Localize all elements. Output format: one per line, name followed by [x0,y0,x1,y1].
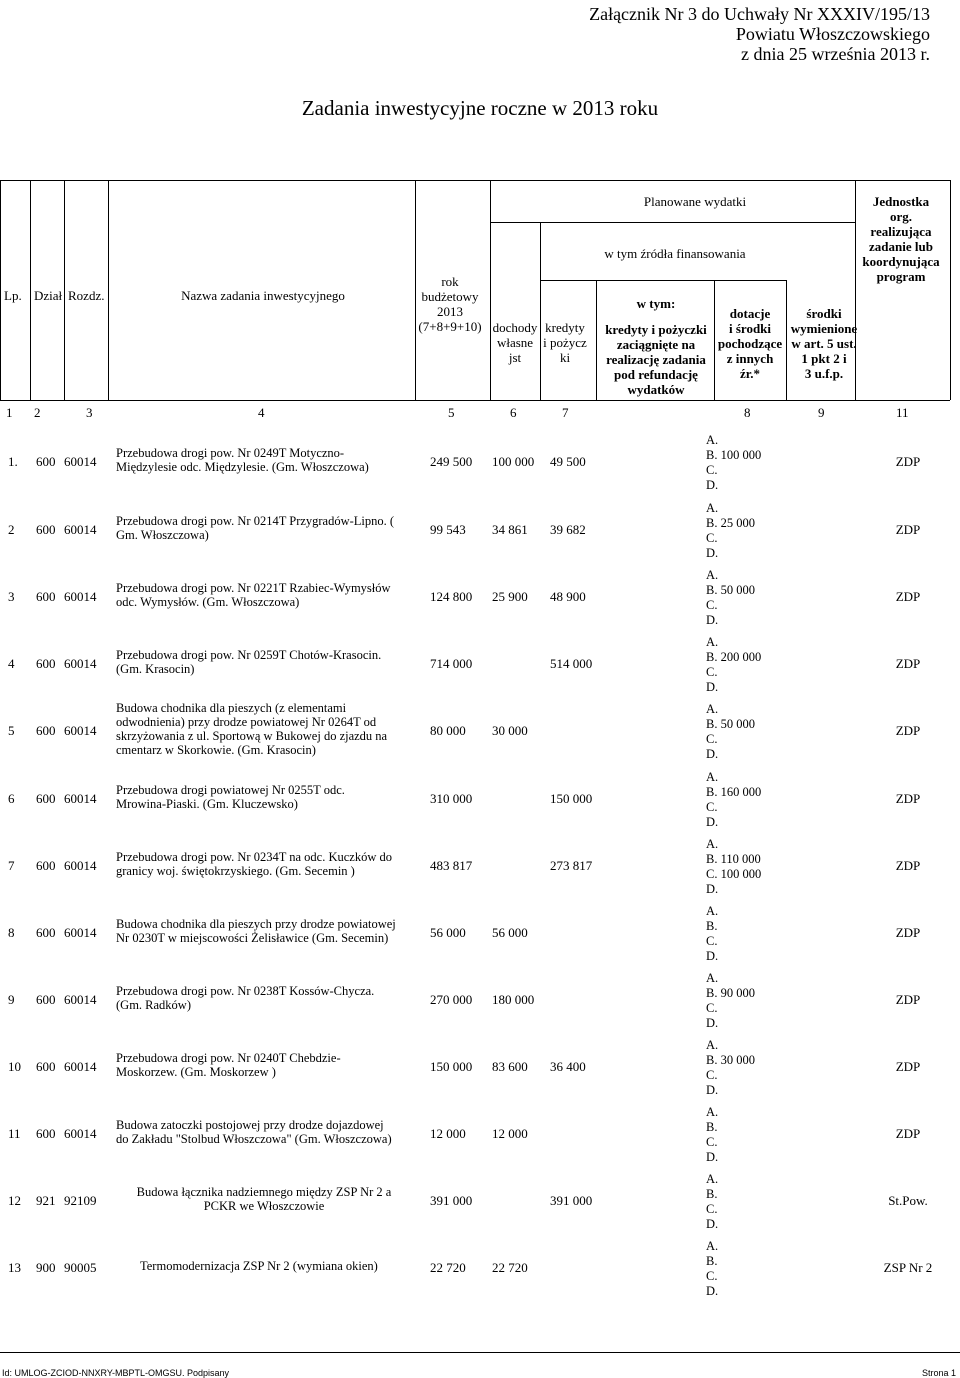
header-nazwa: Nazwa zadania inwestycyjnego [181,288,345,303]
task-name [116,514,416,542]
footer-id: Id: UMLOG-ZCIOD-NNXRY-MBPTL-OMGSU. Podpisany [2,1368,230,1378]
row-lp: 7 [8,858,15,873]
row-rozdz: 60014 [64,454,97,469]
funding-source-a: A. [706,1105,719,1119]
funding-sources [706,1038,755,1098]
row-rozdz: 60014 [64,925,97,940]
row-unit: ZDP [895,858,921,873]
header-refund: kredyty i pożyczki zaciągnięte na realizację zadania pod refundację wydatków [605,322,707,397]
funding-source-a: A. [706,501,719,515]
funding-source-b: B. 110 000 [706,852,761,866]
funding-sources [706,1172,718,1232]
footer-page: Strona 1 [921,1368,956,1378]
funding-sources [706,501,755,561]
funding-source-d: D. [706,613,719,627]
row-unit: ZDP [895,522,921,537]
row-rozdz: 60014 [64,791,97,806]
funding-source-b: B. 50 000 [706,583,755,597]
row-lp: 12 [8,1193,21,1208]
funding-source-d: D. [706,478,719,492]
row-dzial: 600 [36,656,56,671]
row-total: 310 000 [430,791,473,806]
funding-source-d: D. [706,1083,719,1097]
header-dotacje: dotacje i środki pochodzące z innych źr.* [717,306,783,381]
task-name-line: Przebudowa drogi pow. Nr 0259T Chotów-Krasocin. [116,648,382,662]
row-dzial: 921 [36,1193,56,1208]
row-kredyty: 48 900 [550,589,586,604]
row-lp: 10 [8,1059,21,1074]
row-dzial: 600 [36,992,56,1007]
row-dochody: 25 900 [492,589,528,604]
funding-source-b: B. [706,1254,718,1268]
header-wtym: w tym: [636,296,676,311]
row-dochody: 83 600 [492,1059,528,1074]
header-border-top [0,180,950,181]
funding-source-d: D. [706,1217,719,1231]
row-dochody: 56 000 [492,925,528,940]
sep-zrodla-bottom [540,280,786,281]
funding-source-c: C. [706,1001,718,1015]
funding-sources [706,635,761,695]
funding-sources [706,568,755,628]
funding-source-d: D. [706,1150,719,1164]
row-dzial: 600 [36,791,56,806]
row-dochody: 12 000 [492,1126,528,1141]
funding-source-c: C. 100 000 [706,867,762,881]
sep-rozdz [108,180,109,400]
header-lp: Lp. [4,288,22,303]
header-kredyty: kredyty i pożycz ki [543,320,587,365]
funding-source-d: D. [706,882,719,896]
row-rozdz: 60014 [64,858,97,873]
row-unit: St.Pow. [888,1193,928,1208]
row-dzial: 600 [36,589,56,604]
row-rozdz: 60014 [64,1059,97,1074]
row-kredyty: 36 400 [550,1059,586,1074]
task-name [116,984,416,1012]
attachment-line-1: Załącznik Nr 3 do Uchwały Nr XXXIV/195/13 [589,4,930,24]
task-name-line: Przebudowa drogi pow. Nr 0240T Chebdzie- [116,1051,341,1065]
funding-source-c: C. [706,1269,718,1283]
header-planowane: Planowane wydatki [643,194,747,209]
row-total: 249 500 [430,454,473,469]
row-lp: 5 [8,723,15,738]
funding-sources [706,971,755,1031]
attachment-line-3: z dnia 25 września 2013 r. [741,44,930,64]
task-name-line: Przebudowa drogi pow. Nr 0234T na odc. Kuczków do [116,850,392,864]
funding-source-b: B. 100 000 [706,448,762,462]
row-rozdz: 90005 [64,1260,97,1275]
column-number: 3 [86,405,93,420]
funding-sources [706,1239,718,1299]
funding-source-d: D. [706,546,719,560]
funding-source-b: B. 30 000 [706,1053,755,1067]
funding-sources [706,770,761,830]
row-kredyty: 514 000 [550,656,593,671]
header-rozdz: Rozdz. [68,288,105,303]
row-dzial: 600 [36,723,56,738]
header-jednostka: Jednostka org. realizująca zadanie lub koordynująca program [862,194,940,284]
row-dzial: 600 [36,1126,56,1141]
task-name-line: do Zakładu "Stolbud Włoszczowa" (Gm. Włoszczowa) [116,1132,392,1146]
task-name-line: Gm. Włoszczowa) [116,528,209,542]
row-kredyty: 150 000 [550,791,593,806]
row-dochody: 22 720 [492,1260,528,1275]
task-name [116,446,416,474]
row-unit: ZDP [895,1059,921,1074]
row-dochody: 100 000 [492,454,535,469]
row-kredyty: 39 682 [550,522,586,537]
funding-sources [706,433,761,493]
funding-source-c: C. [706,1135,718,1149]
row-total: 80 000 [430,723,466,738]
task-name-line: (Gm. Radków) [116,998,191,1012]
header-rok: rok budżetowy 2013 (7+8+9+10) [418,274,482,334]
funding-source-b: B. 50 000 [706,717,755,731]
funding-source-a: A. [706,837,719,851]
row-total: 99 543 [430,522,466,537]
funding-source-b: B. 160 000 [706,785,762,799]
row-unit: ZDP [895,589,921,604]
task-name-line: Budowa łącznika nadziemnego między ZSP Nr 2 a [136,1185,392,1199]
row-rozdz: 60014 [64,723,97,738]
row-total: 391 000 [430,1193,473,1208]
task-name [116,783,416,811]
row-dzial: 900 [36,1260,56,1275]
funding-sources [706,1105,718,1165]
row-unit: ZDP [895,1126,921,1141]
row-lp: 13 [8,1260,21,1275]
row-dzial: 600 [36,1059,56,1074]
row-kredyty: 49 500 [550,454,586,469]
column-number: 5 [448,405,455,420]
funding-source-a: A. [706,1172,719,1186]
column-number: 2 [34,405,41,420]
task-name-line: Przebudowa drogi pow. Nr 0214T Przygradów-Lipno. ( [116,514,395,528]
task-name-line: odwodnienia) przy drodze powiatowej Nr 0264T od [116,715,377,729]
row-lp: 11 [8,1126,21,1141]
funding-source-b: B. [706,1120,718,1134]
row-total: 56 000 [430,925,466,940]
task-name-line: Budowa zatoczki postojowej przy drodze dojazdowej [116,1118,384,1132]
task-name-line: Przebudowa drogi pow. Nr 0238T Kossów-Chycza. [116,984,375,998]
attachment-line-2: Powiatu Włoszczowskiego [735,24,930,44]
funding-source-a: A. [706,971,719,985]
row-lp: 1. [8,454,18,469]
task-name-line: PCKR we Włoszczowie [203,1199,325,1213]
funding-source-d: D. [706,747,719,761]
task-name-line: Nr 0230T w miejscowości Żelisławice (Gm. Secemin) [116,931,389,945]
row-dochody: 180 000 [492,992,535,1007]
row-total: 150 000 [430,1059,473,1074]
footer-divider [0,1352,960,1353]
funding-source-d: D. [706,680,719,694]
column-number: 7 [562,405,569,420]
funding-source-b: B. 25 000 [706,516,755,530]
task-name-line: (Gm. Krasocin) [116,662,195,676]
row-total: 124 800 [430,589,473,604]
sep-planowane-bottom [490,222,855,223]
funding-sources [706,837,761,897]
row-unit: ZDP [895,791,921,806]
funding-source-d: D. [706,1284,719,1298]
funding-source-c: C. [706,1068,718,1082]
row-total: 12 000 [430,1126,466,1141]
row-kredyty: 391 000 [550,1193,593,1208]
task-name [116,701,416,757]
column-number: 1 [6,405,13,420]
task-name [116,1051,416,1079]
task-name-line: odc. Wymysłów. (Gm. Włoszczowa) [116,595,300,609]
column-number: 4 [258,405,265,420]
attachment-heading [589,4,930,64]
task-name [116,1118,416,1146]
funding-source-a: A. [706,568,719,582]
funding-source-b: B. 90 000 [706,986,755,1000]
header-dochody: dochody własne jst [492,320,538,365]
funding-source-d: D. [706,815,719,829]
header-border-bottom [0,400,950,401]
funding-source-a: A. [706,433,719,447]
row-rozdz: 60014 [64,1126,97,1141]
row-unit: ZSP Nr 2 [883,1260,933,1275]
task-name [116,850,416,878]
task-name [116,581,416,609]
row-lp: 9 [8,992,15,1007]
row-unit: ZDP [895,992,921,1007]
row-dzial: 600 [36,454,56,469]
sep-kredyty [596,280,597,400]
sep-dzial [64,180,65,400]
funding-source-a: A. [706,635,719,649]
row-rozdz: 60014 [64,992,97,1007]
sep-rok [490,180,491,400]
row-lp: 4 [8,656,15,671]
row-rozdz: 60014 [64,589,97,604]
task-name-line: cmentarz w Skorkowie. (Gm. Krasocin) [116,743,316,757]
task-name-line: Mrowina-Piaski. (Gm. Kluczewsko) [116,797,298,811]
row-dzial: 600 [36,925,56,940]
row-unit: ZDP [895,656,921,671]
funding-source-c: C. [706,800,718,814]
header-border-right [950,180,951,400]
funding-source-a: A. [706,770,719,784]
task-name-line: granicy woj. świętokrzyskiego. (Gm. Secemin ) [116,864,355,878]
funding-source-a: A. [706,904,719,918]
row-dzial: 600 [36,522,56,537]
row-lp: 3 [8,589,15,604]
row-total: 483 817 [430,858,473,873]
row-unit: ZDP [895,723,921,738]
funding-sources [706,702,755,762]
row-lp: 2 [8,522,15,537]
row-dochody: 34 861 [492,522,528,537]
task-name-line: Przebudowa drogi powiatowej Nr 0255T odc. [116,783,345,797]
header-dzial: Dział [34,288,63,303]
row-total: 22 720 [430,1260,466,1275]
row-rozdz: 60014 [64,522,97,537]
task-name-line: Przebudowa drogi pow. Nr 0221T Rzabiec-Wymysłów [116,581,391,595]
header-zrodla: w tym źródła finansowania [604,246,746,261]
row-lp: 6 [8,791,15,806]
task-name [116,917,416,945]
header-srodki: środki wymienione w art. 5 ust. 1 pkt 2 i 3 u.f.p. [790,306,858,381]
funding-source-c: C. [706,598,718,612]
row-kredyty: 273 817 [550,858,593,873]
task-name-line: Międzylesie odc. Międzylesie. (Gm. Włoszczowa) [116,460,369,474]
column-number: 11 [896,405,909,420]
task-name-line: Budowa chodnika dla pieszych przy drodze powiatowej [116,917,396,931]
task-name-line: Budowa chodnika dla pieszych (z elementami [116,701,347,715]
funding-source-c: C. [706,1202,718,1216]
task-name [116,648,416,676]
sep-lp [30,180,31,400]
funding-sources [706,904,718,964]
funding-source-a: A. [706,1239,719,1253]
funding-source-a: A. [706,702,719,716]
column-number: 9 [818,405,825,420]
header-border-left [0,180,1,400]
row-total: 270 000 [430,992,473,1007]
row-rozdz: 92109 [64,1193,97,1208]
funding-source-d: D. [706,1016,719,1030]
task-name-line: Moskorzew. (Gm. Moskorzew ) [116,1065,276,1079]
task-name-line: Termomodernizacja ZSP Nr 2 (wymiana okien) [140,1259,378,1273]
funding-source-d: D. [706,949,719,963]
row-unit: ZDP [895,454,921,469]
document-title: Zadania inwestycyjne roczne w 2013 roku [301,96,659,120]
task-name [140,1259,440,1273]
funding-source-a: A. [706,1038,719,1052]
task-name-line: Przebudowa drogi pow. Nr 0249T Motyczno- [116,446,345,460]
row-unit: ZDP [895,925,921,940]
row-lp: 8 [8,925,15,940]
row-dochody: 30 000 [492,723,528,738]
row-total: 714 000 [430,656,473,671]
funding-source-b: B. 200 000 [706,650,762,664]
funding-source-c: C. [706,732,718,746]
funding-source-b: B. [706,919,718,933]
funding-source-c: C. [706,463,718,477]
funding-source-c: C. [706,934,718,948]
column-number: 6 [510,405,517,420]
funding-source-c: C. [706,531,718,545]
funding-source-b: B. [706,1187,718,1201]
row-dzial: 600 [36,858,56,873]
row-rozdz: 60014 [64,656,97,671]
task-name [128,1185,400,1213]
funding-source-c: C. [706,665,718,679]
task-name-line: skrzyżowania z ul. Sportową w Bukowej do zjazdu na [116,729,388,743]
column-number: 8 [744,405,751,420]
